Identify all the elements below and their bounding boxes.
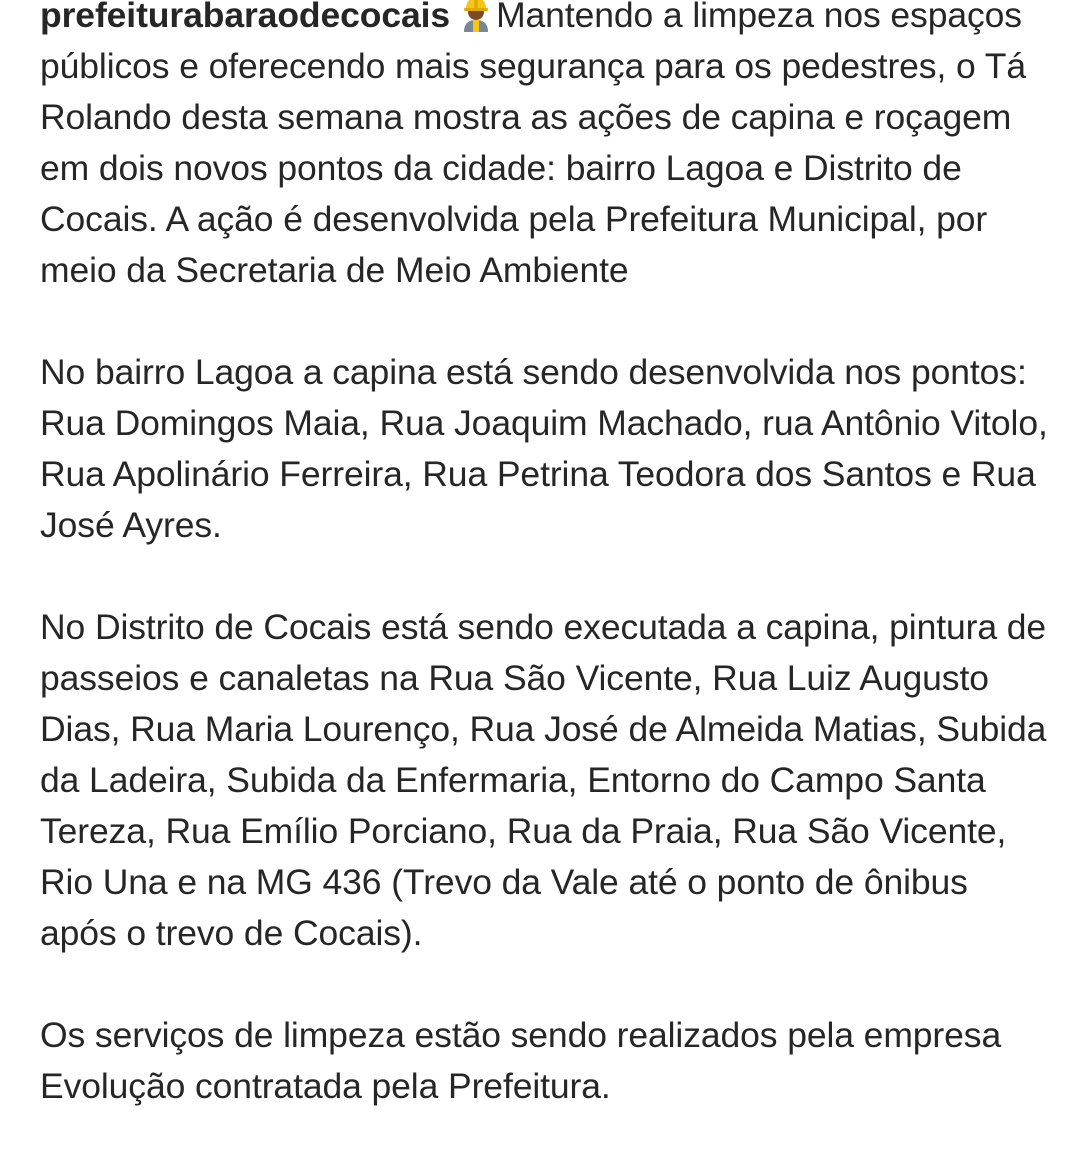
caption-intro (40, 0, 1050, 296)
post-caption (40, 0, 1050, 1112)
caption-paragraph: No Distrito de Cocais está sendo executada a capina, pintura de passeios e canaletas na Rua São Vicente, Rua Luiz Augusto Dias, Rua Maria Lourenço, Rua José de Almeida Matias, Subida da Ladeira, Subida da Enfermaria, Entorno do Campo Santa Tereza, Rua Emílio Porciano, Rua da Praia, Rua São Vicente, Rio Una e na MG 436 (Trevo da Vale até o ponto de ônibus após o trevo de Cocais). (40, 607, 1047, 953)
construction-worker-icon (458, 0, 494, 31)
caption-paragraph: No bairro Lagoa a capina está sendo desenvolvida nos pontos: Rua Domingos Maia, Rua Joaquim Machado, rua Antônio Vitolo, Rua Apolinário Ferreira, Rua Petrina Teodora dos Santos e Rua José Ayres. (40, 352, 1048, 545)
caption-paragraph: Os serviços de limpeza estão sendo realizados pela empresa Evolução contratada pela Prefeitura. (40, 1015, 1002, 1106)
caption-intro-text: Mantendo a limpeza nos espaços públicos e oferecendo mais segurança para os pedestres, o Tá Rolando desta semana mostra as ações de capina e roçagem em dois novos pontos da cidade: bairro Lagoa e Distrito de Cocais. A ação é desenvolvida pela Prefeitura Municipal, por meio da Secretaria de Meio Ambiente (40, 0, 1026, 290)
username-link[interactable]: prefeiturabaraodecocais (40, 0, 451, 35)
